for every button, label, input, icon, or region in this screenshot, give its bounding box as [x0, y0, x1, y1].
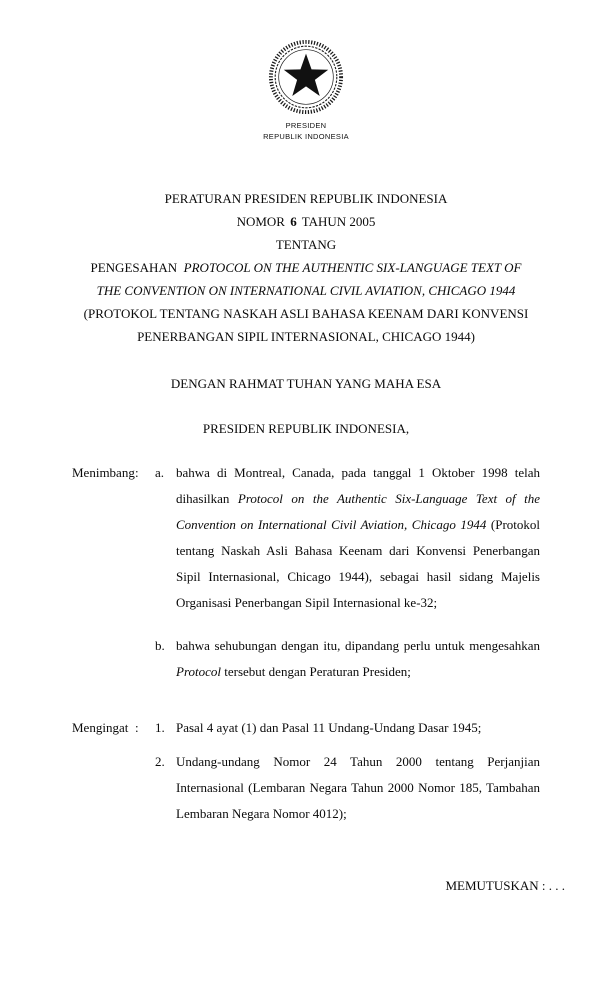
subject-line-2: THE CONVENTION ON INTERNATIONAL CIVIL AVIATION, CHICAGO 1944 — [96, 282, 516, 298]
item-marker: a. — [155, 464, 165, 480]
considering-item-b-text: bahwa sehubungan dengan itu, dipandang perlu untuk mengesahkan Protocol tersebut dengan Peraturan Presiden; — [176, 637, 540, 679]
recalling-item-2-text: Undang-undang Nomor 24 Tahun 2000 tentang Perjanjian Internasional (Lembaran Negara Tahun 2000 Nomor 185, Tambahan Lembaran Negara Nomor 4012); — [176, 753, 540, 821]
considering-item-a: Menimbang : a. bahwa di Montreal, Canada, pada tanggal 1 Oktober 1998 telah dihasilkan Protocol on the Authentic Six-Language Text of the Convention on International Civil Aviation, Chicago 1944 (Protokol tentang Naskah Asli Bahasa Keenam dari Konvensi Penerbangan Sipil Internasional, Chicago 1944), sebagai hasil sidang Majelis Organisasi Penerbangan Sipil Internasional ke-32; — [72, 460, 540, 616]
considering-label: Menimbang — [72, 464, 135, 480]
tentang-label: TENTANG — [275, 236, 337, 252]
title-block — [0, 187, 612, 348]
recalling-item-1: Mengingat : 1. Pasal 4 ayat (1) dan Pasal 11 Undang-Undang Dasar 1945; — [72, 715, 540, 741]
recalling-item-1-text: Pasal 4 ayat (1) dan Pasal 11 Undang-Undang Dasar 1945; — [176, 719, 482, 735]
subject-line-3: (PROTOKOL TENTANG NASKAH ASLI BAHASA KEENAM DARI KONVENSI — [83, 305, 529, 321]
considering-item-b — [72, 633, 540, 685]
recalling-section — [0, 715, 612, 827]
recalling-item-2 — [72, 749, 540, 827]
regulation-title: PERATURAN PRESIDEN REPUBLIK INDONESIA — [164, 190, 448, 206]
considering-item-a-text: bahwa di Montreal, Canada, pada tanggal 1 Oktober 1998 telah dihasilkan Protocol on the Authentic Six-Language Text of the Convention on International Civil Aviation, Chicago 1944 (Protokol tentang Naskah Asli Bahasa Keenam dari Konvensi Penerbangan Sipil Internasional, Chicago 1944), sebagai hasil sidang Majelis Organisasi Penerbangan Sipil Internasional ke-32; — [176, 464, 541, 610]
item-marker: 1. — [155, 719, 165, 735]
item-marker: 2. — [155, 753, 165, 769]
letterhead-caption — [0, 121, 612, 143]
letterhead-authority: PRESIDEN — [285, 121, 327, 130]
presidential-seal-icon — [0, 38, 612, 116]
regulation-number: NOMOR 6 TAHUN 2005 — [236, 213, 376, 229]
letterhead-country: REPUBLIK INDONESIA — [263, 131, 349, 141]
letterhead — [0, 0, 612, 143]
issuer-line: PRESIDEN REPUBLIK INDONESIA, — [202, 420, 410, 436]
decision-catchword: MEMUTUSKAN : . . . — [445, 877, 565, 893]
grace-line: DENGAN RAHMAT TUHAN YANG MAHA ESA — [170, 375, 442, 391]
regulation-number-value: 6 — [290, 213, 297, 229]
recalling-label: Mengingat — [72, 719, 129, 735]
subject-line-1: PENGESAHAN PROTOCOL ON THE AUTHENTIC SIX-LANGUAGE TEXT OF — [90, 259, 522, 275]
subject-line-4: PENERBANGAN SIPIL INTERNASIONAL, CHICAGO 1944) — [137, 328, 475, 344]
considering-section — [0, 460, 612, 685]
item-marker: b. — [155, 637, 165, 653]
